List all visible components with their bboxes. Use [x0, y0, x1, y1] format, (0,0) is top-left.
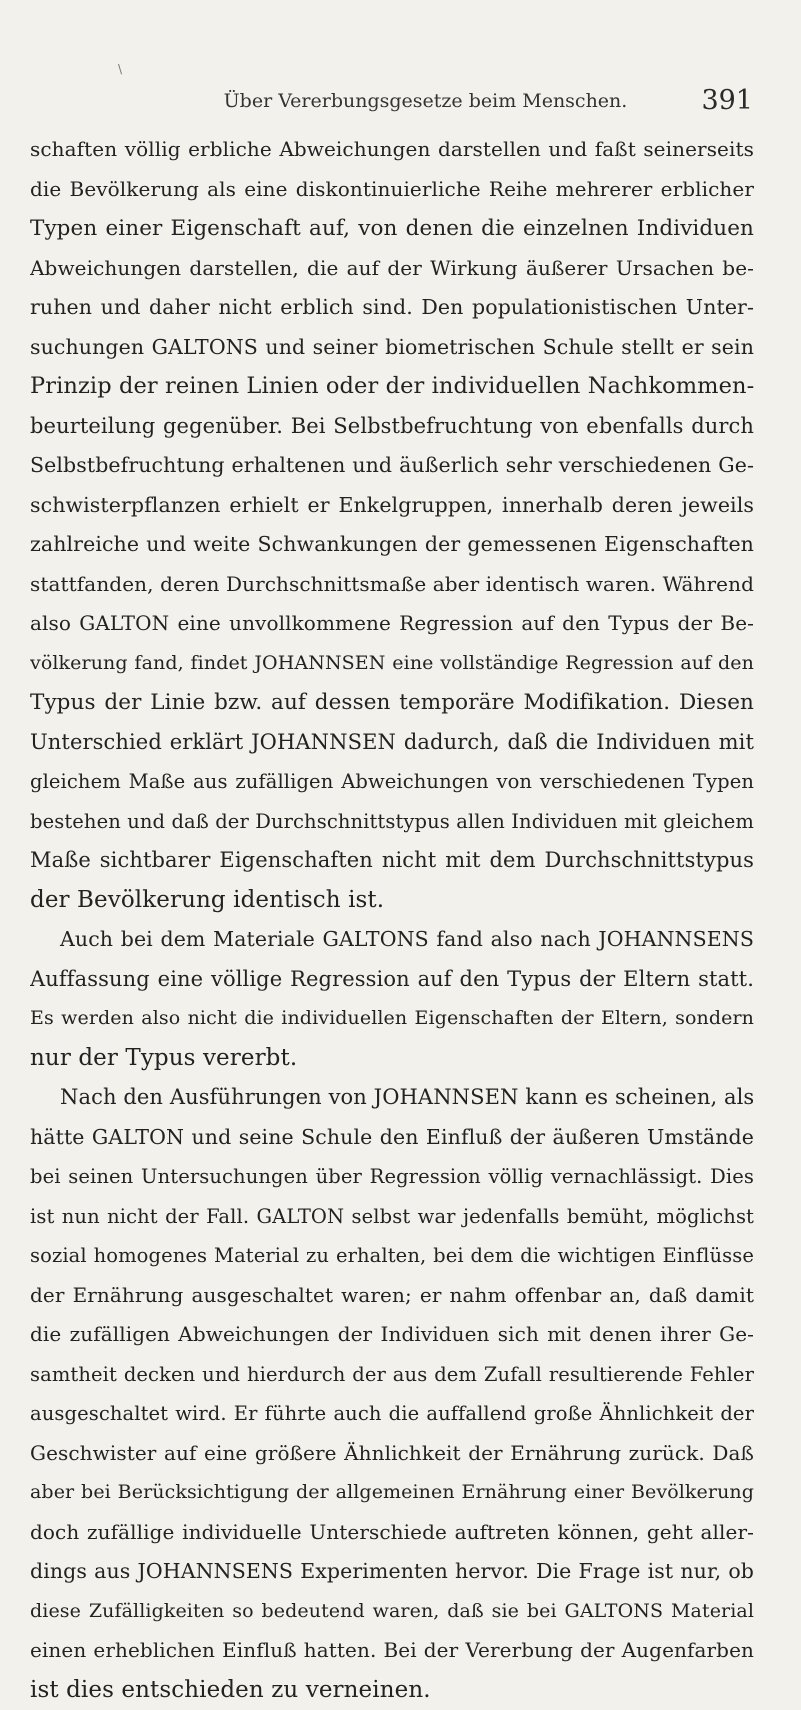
- text-line: samtheit decken und hierdurch der aus dem Zufall resultierende Fehler: [30, 1355, 754, 1395]
- text-line: die zufälligen Abweichungen der Individuen sich mit denen ihrer Ge-: [30, 1315, 754, 1355]
- text-line: ausgeschaltet wird. Er führte auch die auffallend große Ähnlichkeit der: [30, 1394, 754, 1434]
- text-line: sozial homogenes Material zu erhalten, bei dem die wichtigen Einflüsse: [30, 1236, 754, 1276]
- text-line: Auch bei dem Materiale GALTONS fand also nach JOHANNSENS: [30, 920, 754, 960]
- text-line: aber bei Berücksichtigung der allgemeinen Ernährung einer Bevölkerung: [30, 1473, 754, 1513]
- text-line: einen erheblichen Einfluß hatten. Bei der Vererbung der Augenfarben: [30, 1631, 754, 1671]
- text-line: bei seinen Untersuchungen über Regression völlig vernachlässigt. Dies: [30, 1157, 754, 1197]
- text-line: beurteilung gegenüber. Bei Selbstbefruchtung von ebenfalls durch: [30, 407, 754, 447]
- text-line: stattfanden, deren Durchschnittsmaße aber identisch waren. Während: [30, 565, 754, 605]
- text-line: Geschwister auf eine größere Ähnlichkeit der Ernährung zurück. Daß: [30, 1434, 754, 1474]
- text-line: ist dies entschieden zu verneinen.: [30, 1671, 754, 1710]
- text-line: Unterschied erklärt JOHANNSEN dadurch, daß die Individuen mit: [30, 723, 754, 763]
- text-line: Nach den Ausführungen von JOHANNSEN kann es scheinen, als: [30, 1078, 754, 1118]
- text-line: hätte GALTON und seine Schule den Einfluß der äußeren Umstände: [30, 1118, 754, 1158]
- text-line: zahlreiche und weite Schwankungen der gemessenen Eigenschaften: [30, 525, 754, 565]
- running-title: Über Vererbungsgesetze beim Menschen.: [98, 90, 753, 112]
- body-text: [30, 130, 754, 1710]
- text-line: völkerung fand, findet JOHANNSEN eine vollständige Regression auf den: [30, 644, 754, 684]
- text-line: also GALTON eine unvollkommene Regression auf den Typus der Be-: [30, 604, 754, 644]
- text-line: der Ernährung ausgeschaltet waren; er nahm offenbar an, daß damit: [30, 1276, 754, 1316]
- text-line: bestehen und daß der Durchschnittstypus allen Individuen mit gleichem: [30, 802, 754, 842]
- corner-mark: \: [118, 62, 122, 76]
- text-line: diese Zufälligkeiten so bedeutend waren, daß sie bei GALTONS Material: [30, 1592, 754, 1632]
- text-line: Selbstbefruchtung erhaltenen und äußerlich sehr verschiedenen Ge-: [30, 446, 754, 486]
- text-line: Es werden also nicht die individuellen Eigenschaften der Eltern, sondern: [30, 999, 754, 1039]
- text-line: Auffassung eine völlige Regression auf den Typus der Eltern statt.: [30, 960, 754, 1000]
- text-line: Typus der Linie bzw. auf dessen temporäre Modifikation. Diesen: [30, 683, 754, 723]
- text-line: Maße sichtbarer Eigenschaften nicht mit dem Durchschnittstypus: [30, 841, 754, 881]
- text-line: die Bevölkerung als eine diskontinuierliche Reihe mehrerer erblicher: [30, 170, 754, 210]
- page-number: 391: [701, 85, 753, 116]
- text-line: gleichem Maße aus zufälligen Abweichungen von verschiedenen Typen: [30, 762, 754, 802]
- text-line: nur der Typus vererbt.: [30, 1039, 754, 1079]
- text-line: ruhen und daher nicht erblich sind. Den populationistischen Unter-: [30, 288, 754, 328]
- text-line: dings aus JOHANNSENS Experimenten hervor. Die Frage ist nur, ob: [30, 1552, 754, 1592]
- text-line: Typen einer Eigenschaft auf, von denen die einzelnen Individuen: [30, 209, 754, 249]
- text-line: ist nun nicht der Fall. GALTON selbst war jedenfalls bemüht, möglichst: [30, 1197, 754, 1237]
- text-line: der Bevölkerung identisch ist.: [30, 881, 754, 921]
- text-line: doch zufällige individuelle Unterschiede auftreten können, geht aller-: [30, 1513, 754, 1553]
- text-line: Prinzip der reinen Linien oder der individuellen Nachkommen-: [30, 367, 754, 407]
- text-line: suchungen GALTONS und seiner biometrischen Schule stellt er sein: [30, 328, 754, 368]
- text-line: schwisterpflanzen erhielt er Enkelgruppen, innerhalb deren jeweils: [30, 486, 754, 526]
- text-line: Abweichungen darstellen, die auf der Wirkung äußerer Ursachen be-: [30, 249, 754, 289]
- running-head: [98, 85, 753, 117]
- text-line: schaften völlig erbliche Abweichungen darstellen und faßt seinerseits: [30, 130, 754, 170]
